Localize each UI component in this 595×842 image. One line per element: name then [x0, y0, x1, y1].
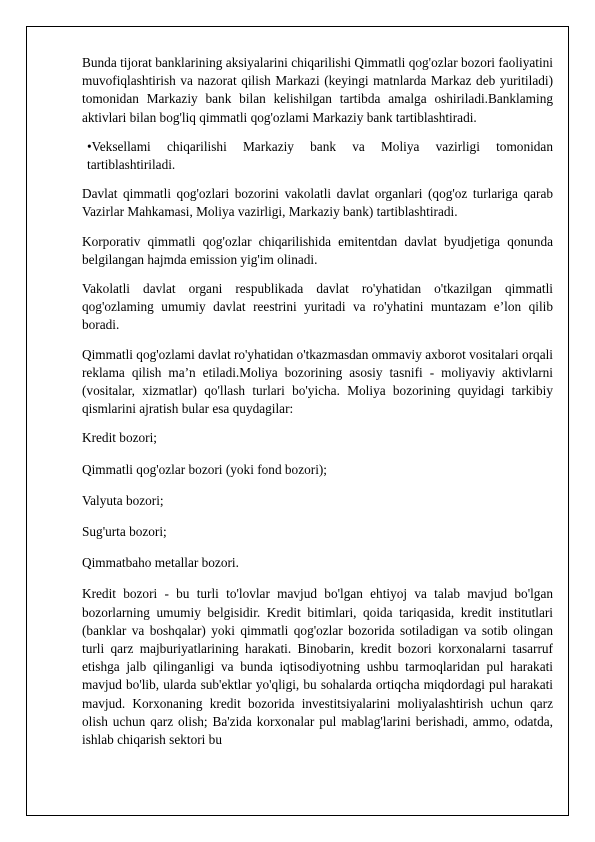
list-item-insurance-market: Sug'urta bozori;: [82, 524, 167, 540]
paragraph-bank-shares: Bunda tijorat banklarining aksiyalarini chiqarilishi Qimmatli qog'ozlar bozori faoliyatini muvofiqlashtirish va nazorat qilish Markazi (keyingi matnlarda Markaz deb yuritiladi) tomonidan Markaziy bank bilan kelishilgan tartibda amalga oshiriladi.Banklaming aktivlari bilan bog'liq qimmatli qog'ozlami Markaziy bank tartiblashtiradi.: [82, 55, 553, 125]
paragraph-state-securities: Davlat qimmatli qog'ozlari bozorini vakolatli davlat organlari (qog'oz turlariga qarab Vazirlar Mahkamasi, Moliya vazirligi, Markaziy bank) tartiblashtiradi.: [82, 186, 553, 220]
list-item-credit-market: Kredit bozori;: [82, 430, 157, 446]
paragraph-corporate-securities: Korporativ qimmatli qog'ozlar chiqarilishida emitentdan davlat byudjetiga qonunda belgilangan hajmda emission yig'im olinadi.: [82, 233, 553, 267]
list-item-currency-market: Valyuta bozori;: [82, 492, 164, 508]
paragraph-bills-bullet: •Veksellami chiqarilishi Markaziy bank va Moliya vazirligi tomonidan tartiblashtiriladi.: [87, 138, 553, 173]
paragraph-state-registry: Vakolatli davlat organi respublikada davlat ro'yhatidan o'tkazilgan qimmatli qog'ozlaming umumiy davlat reestrini yuritadi va ro'yhatini muntazam e’lon qilib boradi.: [82, 281, 553, 333]
list-item-precious-metals-market: Qimmatbaho metallar bozori.: [82, 555, 239, 571]
paragraph-advertising-ban: Qimmatli qog'ozlami davlat ro'yhatidan o'tkazmasdan ommaviy axborot vositalari orqali reklama qilish ma’n etiladi.Moliya bozorining asosiy tasnifi - moliyaviy aktivlarni (vositalar, xizmatlar) qo'llash turlari bo'yicha. Moliya bozorining quyidagi tarkibiy qismlarini ajratish bular esa quydagilar:: [82, 346, 553, 417]
document-body: [82, 54, 553, 760]
list-item-securities-market: Qimmatli qog'ozlar bozori (yoki fond bozori);: [82, 461, 328, 477]
paragraph-credit-market-definition: Kredit bozori - bu turli to'lovlar mavjud bo'lgan ehtiyoj va talab mavjud bo'lgan bozorlarning umumiy belgisidir. Kredit bitimlari, qoida tariqasida, kredit institutlari (banklar va boshqalar) yoki qimmatli qog'ozlar bozorida sotiladigan va sotib olingan turli qarz majburiyatlarining harakati. Binobarin, kredit bozori korxonalarni tasarruf etishga jalb qilinganligi va bunda iqtisodiyotning ushbu tarmoqlaridan pul harakati mavjud bo'lib, ularda sub'ektlar yo'qligi, bu sohalarda ortiqcha miqdordagi pul harakati mavjud. Korxonaning kredit bozorida investitsiyalarini moliyalashtirish uchun qarz olish uchun qarz olish; Ba'zida korxonalar pul mablag'larini berishadi, ammo, odatda, ishlab chiqarish sektori bu: [82, 586, 553, 748]
